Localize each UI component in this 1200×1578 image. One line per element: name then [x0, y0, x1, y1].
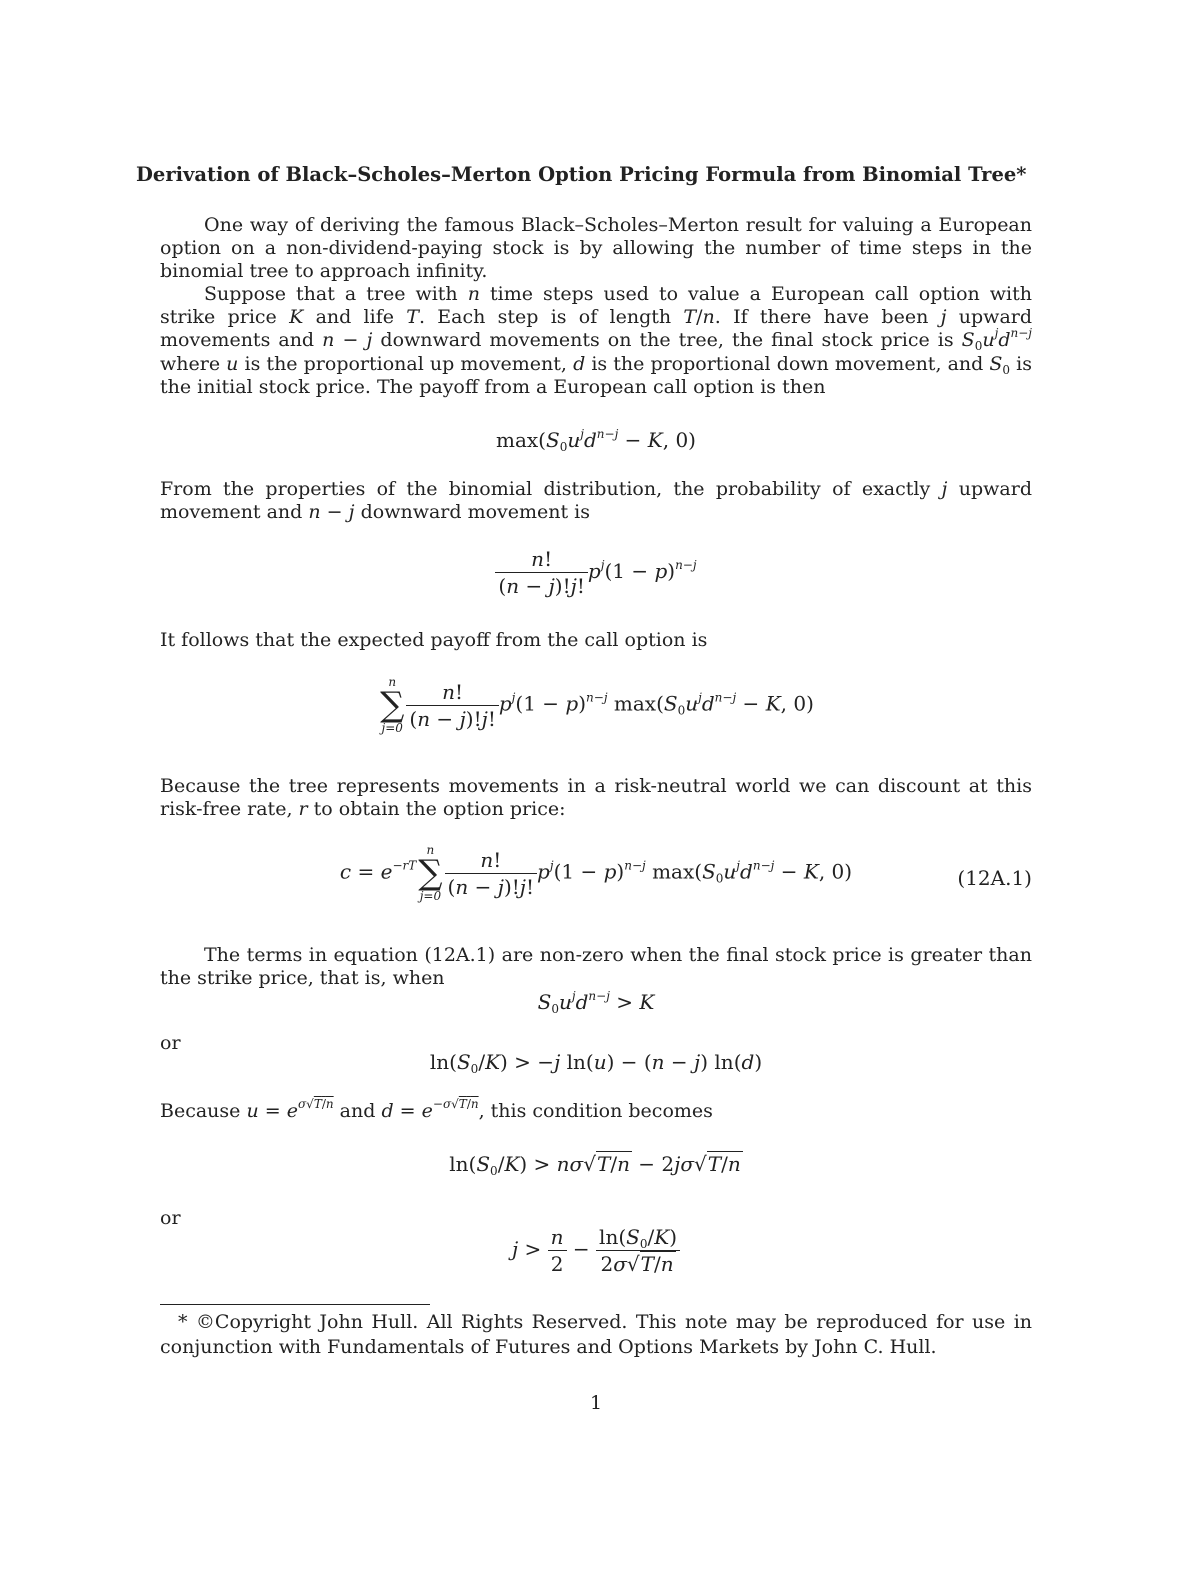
copyright-icon: ©: [195, 1311, 215, 1333]
expected-payoff-equation: n ∑ j=0 $\frac{n!}{(n - j)!j!}$ $p^j(1 - p)^{n-j}$ $\max(S_0u^jd^{n-j} - K$, 0): [380, 675, 814, 735]
footnote: [160, 1310, 1032, 1360]
or-label-2: or: [160, 1207, 181, 1229]
document-title: Derivation of Black–Scholes–Merton Option Pricing Formula from Binomial Tree*: [136, 163, 1027, 186]
nonzero-paragraph: [160, 944, 1032, 990]
footnote-star: *: [178, 1311, 188, 1333]
expected-payoff-text: It follows that the expected payoff from the call option is: [160, 629, 708, 651]
page-number: 1: [589, 1392, 603, 1414]
footnote-rule: [160, 1304, 430, 1305]
sqrt-condition-equation: $\ln(S_0/K) > n\sigma√T/n - 2j\sigma√T/n$: [449, 1152, 741, 1178]
option-price-equation: $c = e^{-rT}$ n ∑ j=0 $\frac{n!}{(n - j)!j!}$ $p^j(1 - p)^{n-j}$ $\max(S_0u^jd^{n-j} - K$, 0): [339, 843, 853, 903]
binomial-text: From the properties of the binomial distribution, the probability of exactly j upward movement and n − j downward movement is: [160, 478, 1033, 524]
because-text: Because $u = e^{\sigma√T/n}$ and $d = e^{-\sigma√T/n}$, this condition becomes: [160, 1097, 713, 1122]
condition-equation: $S_0u^jd^{n-j} > K$: [537, 989, 655, 1016]
because-paragraph: [160, 1097, 1032, 1123]
binomial-paragraph: [160, 478, 1032, 524]
discount-paragraph: [160, 775, 1032, 821]
discount-text: Because the tree represents movements in a risk-neutral world we can discount at this risk-free rate, r to obtain the option price:: [160, 775, 1032, 821]
probability-equation: $\frac{n!}{(n - j)!j!}$ $p^j(1 - p)^{n-j}$: [160, 546, 1032, 599]
intro-text: One way of deriving the famous Black–Scholes–Merton result for valuing a European option on a non-dividend-paying stock is by allowing the number of time steps in the binomial tree to approach infinity.: [160, 214, 1032, 283]
j-condition-equation: j > $\frac{n}{2}$ − $\frac{\ln(S_0/K)}{2\sigma√T/n}$: [160, 1224, 1032, 1277]
payoff-equation: $\max(S_0u^jd^{n-j} - K$, 0): [496, 427, 696, 454]
log-condition-equation: $\ln(S_0/K) > -j$ ln(u) − (n − j) ln(d): [429, 1050, 763, 1076]
expected-payoff-paragraph: [160, 629, 1032, 652]
tree-setup-text: Suppose that a tree with n time steps used to value a European call option with strike price K and life T. Each step is of length T/n. If there have been j upward movements and n − j downward movements on the tree, the final stock price is $S_0u^jd^{n-j}$ where u is the proportional up movement, d is the proportional down movement, and $S_0$ is the initial stock price. The payoff from a European call option is then: [160, 283, 1033, 398]
tree-setup-paragraph: [160, 283, 1032, 399]
intro-paragraph: [160, 214, 1032, 284]
nonzero-text: The terms in equation (12A.1) are non-zero when the final stock price is greater than the strike price, that is, when: [160, 944, 1032, 990]
or-label-1: or: [160, 1032, 181, 1054]
footnote-text: Copyright John Hull. All Rights Reserved. This note may be reproduced for use in conjunction with Fundamentals of Futures and Options Markets by John C. Hull.: [160, 1311, 1033, 1358]
equation-label: (12A.1): [957, 866, 1032, 890]
